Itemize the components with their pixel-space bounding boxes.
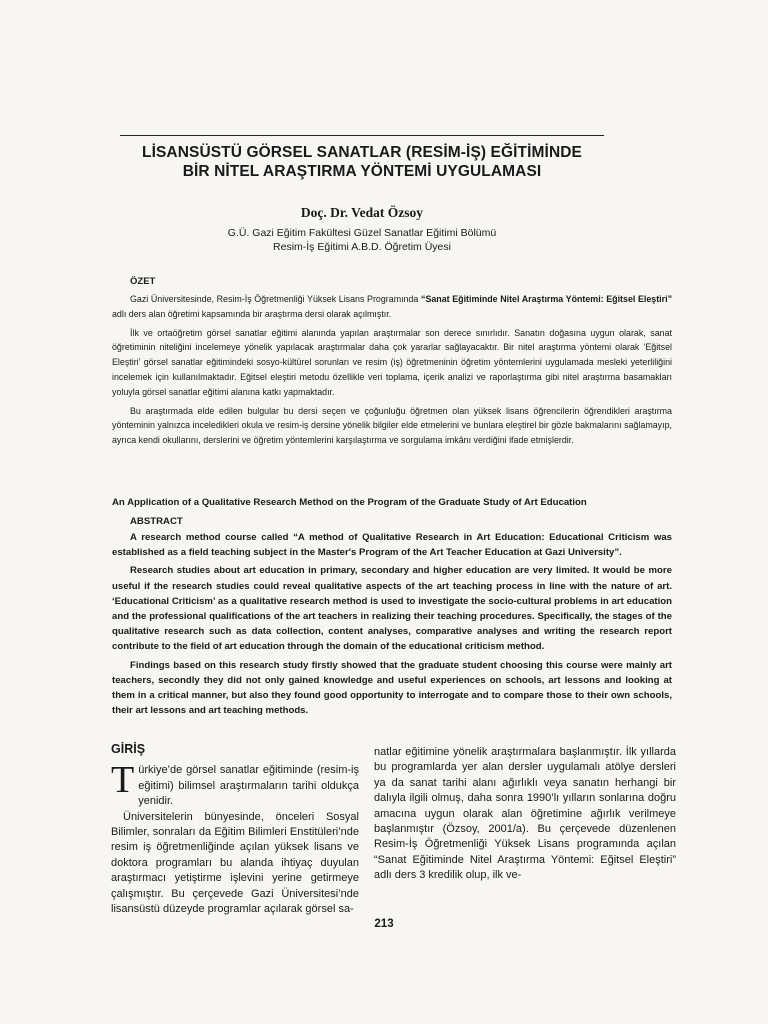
ozet-paragraph-1: [112, 292, 672, 322]
title-line-1: LİSANSÜSTÜ GÖRSEL SANATLAR (RESİM-İŞ) EĞİTİMİNDE: [142, 144, 582, 161]
author-name: Doç. Dr. Vedat Özsoy: [300, 205, 424, 220]
page-number: 213: [374, 918, 394, 930]
giris-paragraph-2: Üniversitelerin bünyesinde, önceleri Sosyal Bilimler, sonraları da Eğitim Bilimleri Enstitüleri’nde resim iş öğretmenliğinde açılan yüksek lisans ve doktora programları bu alanda ihtiyaç duyulan araştırmacı yetiştirme işlevini yerine getirmeye çalışmıştır. Bu çerçevede Gazi Üniversitesi’nde lisansüstü düzeyde programlar açılarak görsel sa-: [111, 810, 359, 916]
abstract-paragraph-2: Research studies about art education in primary, secondary and higher education are very limited. It would be more useful if the research studies could reveal qualitative aspects of the art teaching process in line with the nature of art. ‘Educational Criticism’ as a qualitative research method is used to investigate the socio-cultural problems in art education and the professional qualifications of the art teachers in realizing their teaching procedures. Specifically, the stages of the qualitative research such as data collection, content analyses, comparative analyses and writing the research report contribute to the field of art education through the domain of the educational criticism method.: [112, 565, 672, 653]
abstract-paragraph-3: Findings based on this research study firstly showed that the graduate student choosing this course were mainly art teachers, secondly they did not only gained knowledge and useful experiences on schools, art lessons and looking at them in a critical manner, but also they found good opportunity to interrogate and to compare those to their own schools, their art lessons and art teaching methods.: [112, 659, 672, 717]
ozet-p1-text-a: Gazi Üniversitesinde, Resim-İş Öğretmenliği Yüksek Lisans Programında: [130, 294, 421, 304]
ozet-p1-course-title: “Sanat Eğitiminde Nitel Araştırma Yöntemi: Eğitsel Eleştiri”: [421, 294, 673, 304]
drop-cap: T: [111, 759, 135, 802]
ozet-body: [112, 292, 672, 452]
abstract-body: [112, 530, 672, 721]
giris-heading: GİRİŞ: [111, 742, 146, 756]
ozet-paragraph-2: İlk ve ortaöğretim görsel sanatlar eğitimi alanında yapılan araştırmalar son derece sınırlıdır. Sanatın doğasına uygun olarak, sanat öğretiminin niteliğini incelemeye yönelik yapılacak araştırmalar daha çok yararlar sağlayacaktır. Bir nitel araştırma yöntemi olarak ‘Eğitsel Eleştiri’ görsel sanatlar eğitimindeki sosyo-kültürel sorunları ve resim (iş) öğretmeninin öğretim yöntemlerini uygulamada mesleki yeterliliğini incelemek için kullanılmaktadır. Eğitsel eleştiri metodu özellikle veri toplama, içerik analizi ve raporlaştırma gibi nitel araştırma basamakları yoluyla görsel sanatlar eğitimi alanına katkı yapmaktadır.: [112, 327, 672, 397]
left-column: [111, 742, 359, 917]
giris-paragraph-1: [111, 759, 359, 809]
giris-p1-text: ürkiye’de görsel sanatlar eğitiminde (resim-iş eğitimi) bilimsel araştırmaların tarihi oldukça yenidir.: [138, 764, 359, 808]
ozet-p1-text-b: adlı ders alan öğretimi kapsamında bir araştırma dersi olarak açılmıştır.: [112, 308, 392, 319]
abstract-paragraph-1: A research method course called “A method of Qualitative Research in Art Education: Educational Criticism was established as a field teaching subject in the Master's Program of the Art Teacher Education at Gazi University”.: [112, 532, 672, 559]
affiliation-line-2: Resim-İş Eğitimi A.B.D. Öğretim Üyesi: [273, 241, 451, 253]
giris-paragraph-3: natlar eğitimine yönelik araştırmalara başlanmıştır. İlk yıllarda bu programlarda yer alan dersler uygulamalı atölye dersleri ya da sanat tarihi alanı ağırlıklı veya sanatın herhangi bir dalıyla ilgili olmuş, daha sonra 1990’lı yılların sonlarına doğru amacına uygun olarak alan öğretimine ağırlık verilmeye başlanmıştır (Özsoy, 2001/a). Bu çerçevede düzenlenen Resim-İş Öğretmenliği Yüksek Lisans programında açılan “Sanat Eğitiminde Nitel Araştırma Yöntemi: Eğitsel Eleştiri” adlı ders 3 kredilik olup, ilk ve-: [374, 746, 676, 882]
ozet-paragraph-3: Bu araştırmada elde edilen bulgular bu dersi seçen ve çoğunluğu öğretmen olan yüksek lisans öğrencilerin öğrendikleri araştırma yönteminin yalnızca inceledikleri okula ve resim-iş dersine yönelik bilgiler elde etmelerini ve bunlara eleştirel bir gözle bakmalarını sağlamayıp, ayrıca kendi okullarını, derslerini ve öğretim yöntemlerini karşılaştırma ve sorgulama imkânı verdiğini ifade etmişlerdir.: [112, 405, 672, 446]
ozet-heading: ÖZET: [130, 276, 156, 287]
abstract-heading: ABSTRACT: [130, 516, 183, 527]
author-affiliation: [110, 226, 614, 254]
english-title: An Application of a Qualitative Research Method on the Program of the Graduate Study of Art Education: [112, 497, 587, 508]
title-top-rule: [120, 135, 604, 136]
right-column: [374, 745, 676, 884]
affiliation-line-1: G.Ü. Gazi Eğitim Fakültesi Güzel Sanatlar Eğitimi Bölümü: [227, 227, 497, 239]
title-line-2: BİR NİTEL ARAŞTIRMA YÖNTEMİ UYGULAMASI: [182, 163, 542, 180]
paper-title: [110, 143, 614, 181]
